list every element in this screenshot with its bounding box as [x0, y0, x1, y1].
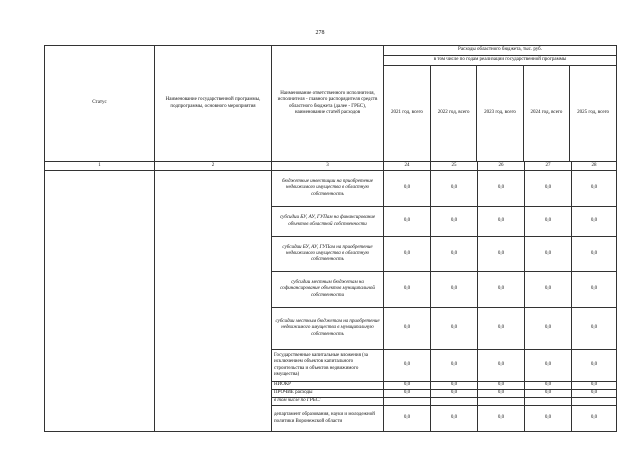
value-cell: 0,0	[572, 308, 617, 350]
value-cell: 0,0	[431, 406, 478, 432]
col-number: 28	[572, 162, 617, 171]
value-cell: 0,0	[431, 237, 478, 272]
value-cell: 0,0	[431, 308, 478, 350]
row-label: Государственные капитальные вложения (за исключением объектов капитального строительства и объектов недвижимого имущества)	[272, 350, 384, 382]
value-cell: 0,0	[478, 382, 525, 390]
header-expenses-title: Расходы областного бюджета, тыс. руб.	[384, 46, 617, 56]
header-years-subtitle: в том числе по годам реализации государственной программы	[384, 56, 616, 65]
header-executor: Наименование ответственного исполнителя, исполнителя - главного распорядителя средств областного бюджета (далее - ГРБС), наименование статей расходов	[272, 46, 384, 162]
value-cell: 0,0	[478, 308, 525, 350]
value-cell: 0,0	[525, 390, 572, 398]
row-label: субсидии БУ, АУ, ГУПам на приобретение недвижимого имущества в областную собственность	[272, 237, 384, 272]
value-cell: 0,0	[525, 382, 572, 390]
row-label: субсидии местным бюджетам на приобретение недвижимого имущества в муниципальную собственность	[272, 308, 384, 350]
budget-table	[44, 45, 617, 432]
value-cell: 0,0	[431, 207, 478, 237]
value-cell: 0,0	[572, 171, 617, 207]
col-number: 1	[45, 162, 155, 171]
page-number: 278	[315, 30, 325, 36]
value-cell: 0,0	[384, 237, 431, 272]
value-cell: 0,0	[431, 382, 478, 390]
header-year-2021: 2021 год, всего	[384, 65, 430, 161]
row-label: в том числе по ГРБС:	[272, 398, 384, 406]
header-year-2024: 2024 год, всего	[523, 65, 569, 161]
header-program-name: Наименование государственной программы, подпрограммы, основного мероприятия	[155, 46, 272, 162]
value-cell: 0,0	[572, 272, 617, 308]
value-cell	[478, 398, 525, 406]
value-cell: 0,0	[384, 171, 431, 207]
value-cell: 0,0	[431, 390, 478, 398]
value-cell: 0,0	[384, 406, 431, 432]
value-cell: 0,0	[572, 390, 617, 398]
value-cell: 0,0	[384, 390, 431, 398]
col-number: 24	[384, 162, 431, 171]
status-cell	[45, 171, 155, 432]
row-label: НИОКР	[272, 382, 384, 390]
value-cell: 0,0	[431, 350, 478, 382]
value-cell: 0,0	[525, 308, 572, 350]
col-number: 27	[525, 162, 572, 171]
col-number: 25	[431, 162, 478, 171]
row-label: субсидии местным бюджетам на софинансирование объектов муниципальной собственности	[272, 272, 384, 308]
value-cell: 0,0	[572, 237, 617, 272]
value-cell: 0,0	[384, 382, 431, 390]
value-cell: 0,0	[478, 237, 525, 272]
value-cell: 0,0	[431, 171, 478, 207]
value-cell: 0,0	[478, 207, 525, 237]
value-cell	[384, 398, 431, 406]
value-cell	[572, 398, 617, 406]
column-number-row	[45, 162, 617, 171]
value-cell: 0,0	[478, 406, 525, 432]
value-cell: 0,0	[572, 207, 617, 237]
value-cell: 0,0	[525, 207, 572, 237]
row-label: бюджетные инвестиции на приобретение недвижимого имущества в областную собственность	[272, 171, 384, 207]
value-cell	[525, 398, 572, 406]
value-cell: 0,0	[384, 350, 431, 382]
header-year-2022: 2022 год, всего	[430, 65, 476, 161]
value-cell: 0,0	[525, 237, 572, 272]
value-cell: 0,0	[525, 350, 572, 382]
value-cell: 0,0	[384, 272, 431, 308]
row-label: департамент образования, науки и молодежной политики Воронежской области	[272, 406, 384, 432]
value-cell	[431, 398, 478, 406]
value-cell: 0,0	[572, 382, 617, 390]
program-name-cell	[155, 171, 272, 432]
col-number: 3	[272, 162, 384, 171]
header-year-2023: 2023 год, всего	[477, 65, 523, 161]
value-cell: 0,0	[478, 390, 525, 398]
header-status: Статус	[45, 46, 155, 162]
row-label: субсидии БУ, АУ, ГУПам на финансирование объектов областной собственности	[272, 207, 384, 237]
value-cell: 0,0	[525, 171, 572, 207]
col-number: 26	[478, 162, 525, 171]
header-year-2025: 2025 год, всего	[577, 110, 609, 116]
value-cell: 0,0	[572, 406, 617, 432]
row-label: ПРОЧИЕ расходы	[272, 390, 384, 398]
col-number: 2	[155, 162, 272, 171]
value-cell: 0,0	[525, 406, 572, 432]
value-cell: 0,0	[572, 350, 617, 382]
table-row	[45, 171, 617, 207]
value-cell: 0,0	[478, 272, 525, 308]
value-cell: 0,0	[478, 350, 525, 382]
value-cell: 0,0	[384, 207, 431, 237]
value-cell: 0,0	[478, 171, 525, 207]
value-cell: 0,0	[431, 272, 478, 308]
value-cell: 0,0	[525, 272, 572, 308]
value-cell: 0,0	[384, 308, 431, 350]
